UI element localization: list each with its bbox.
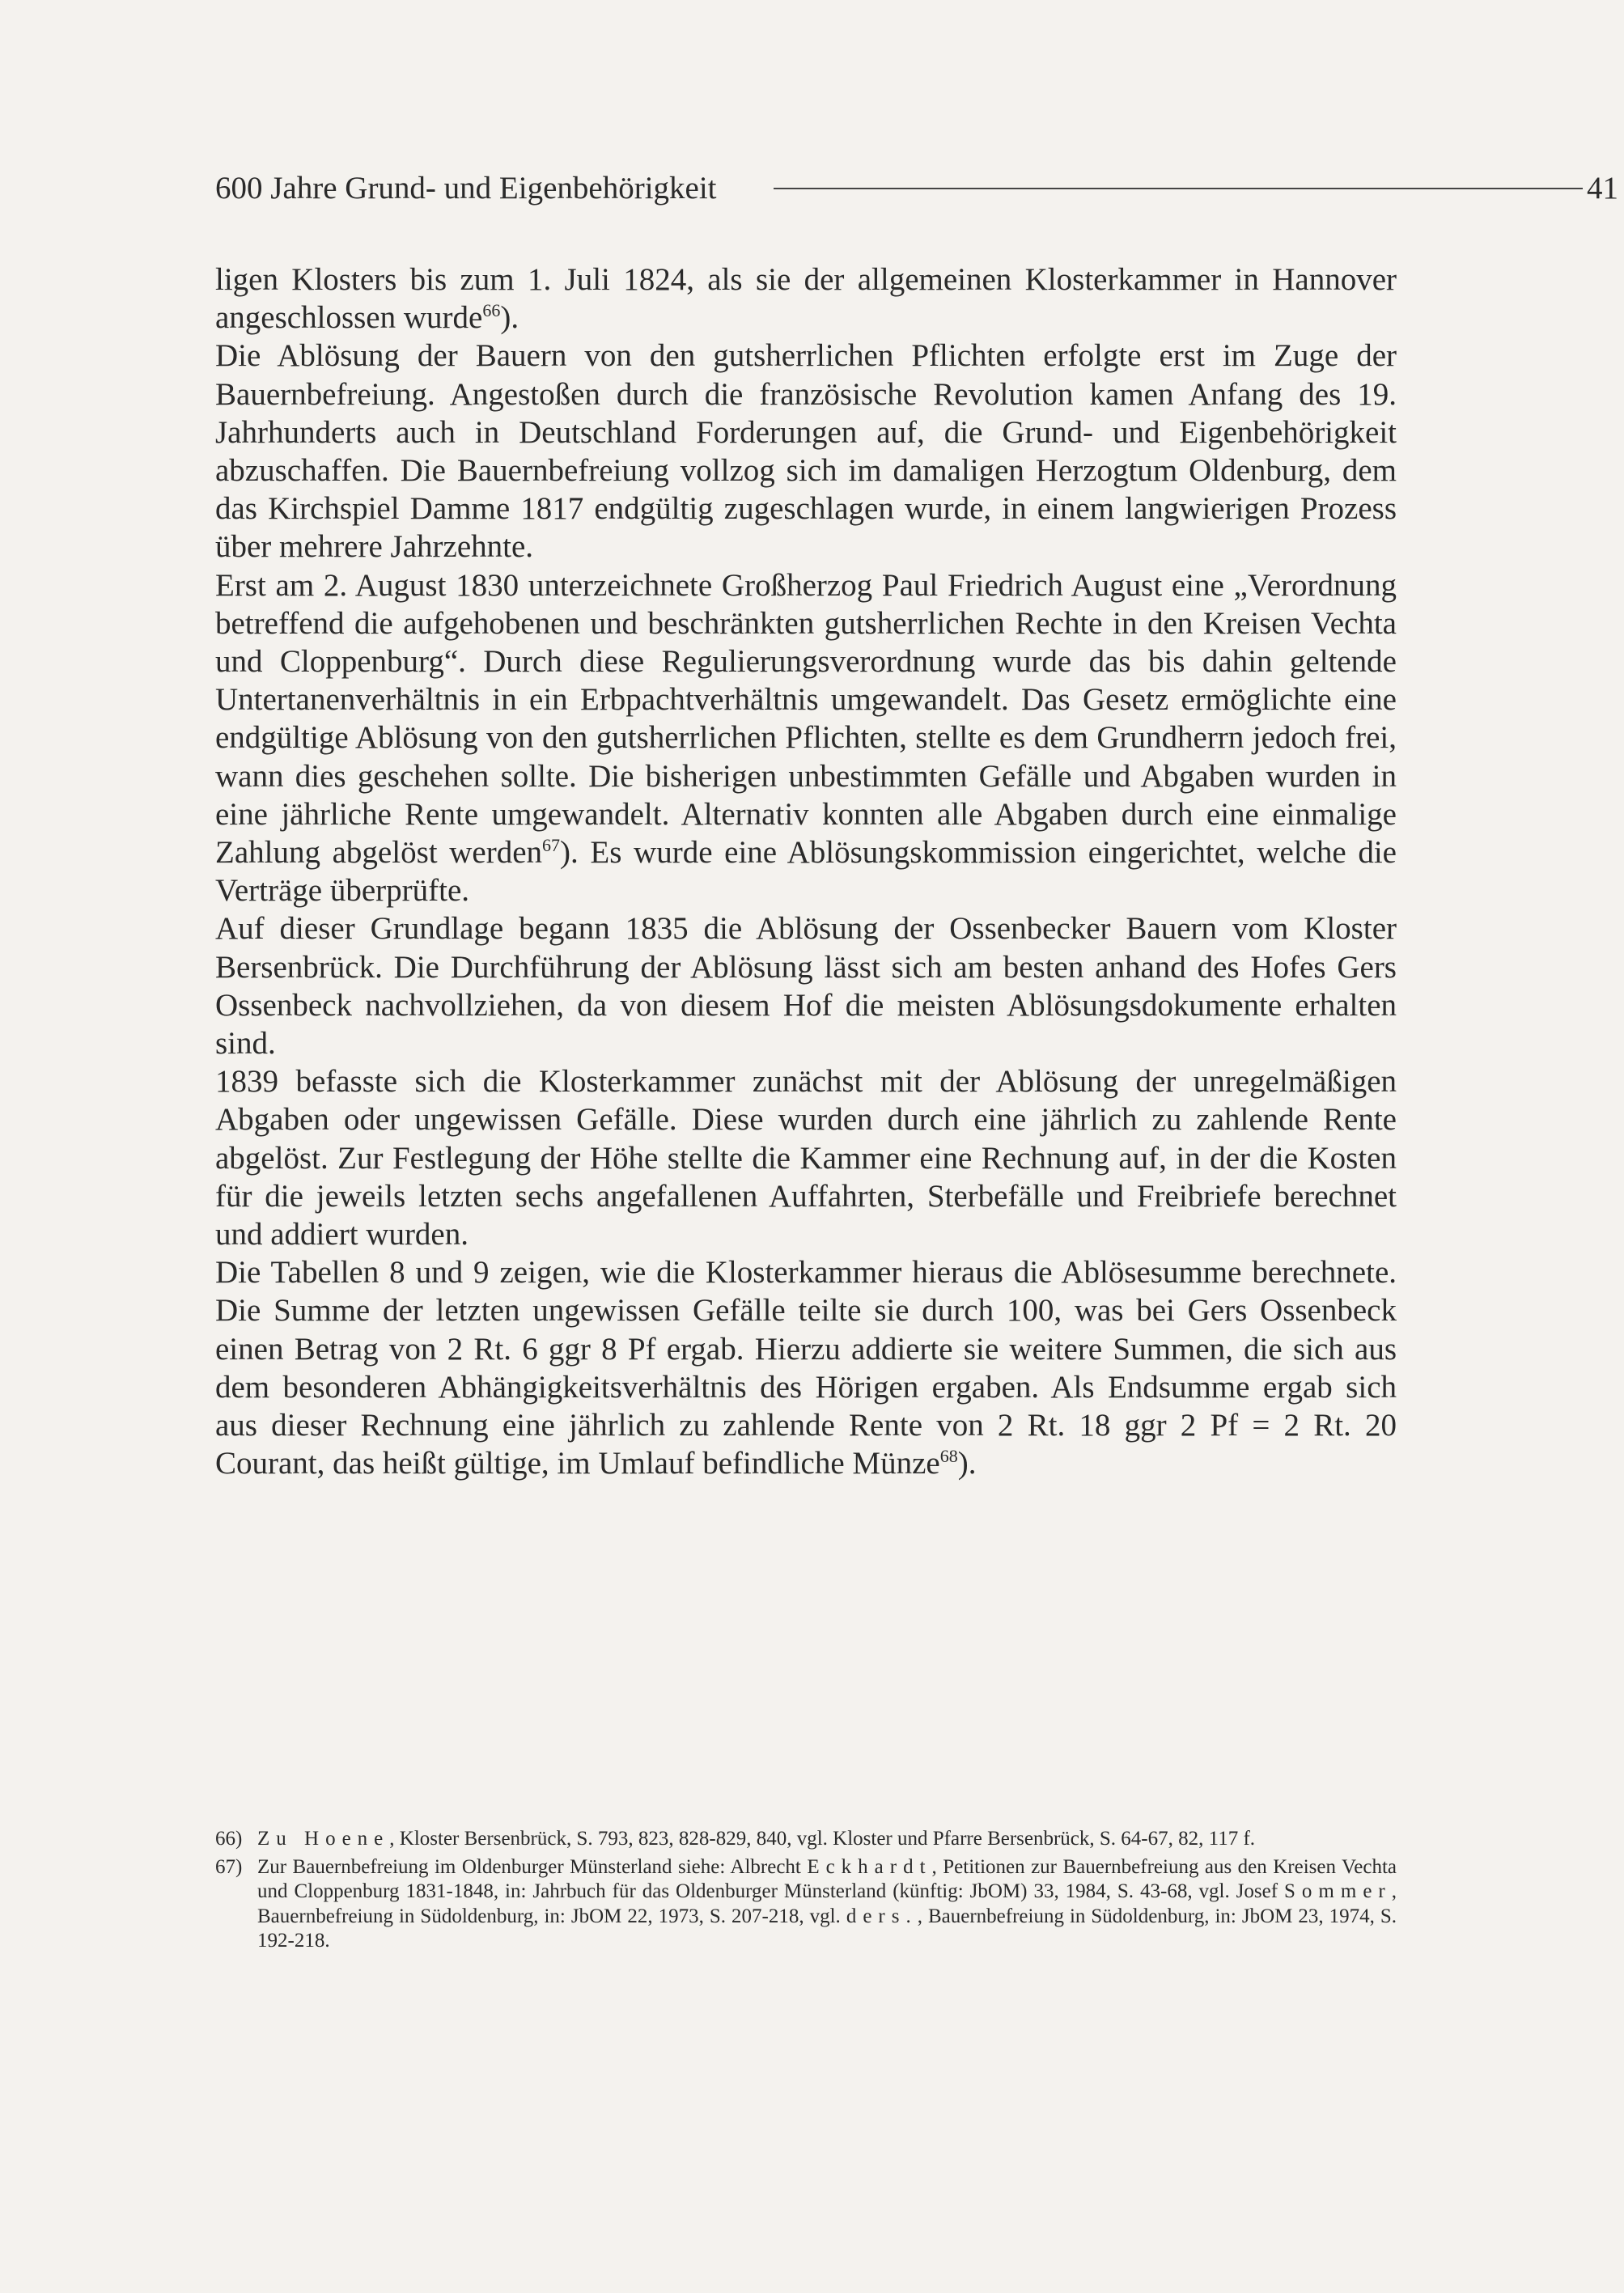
footnote-number: 66) [215, 1828, 243, 1850]
header-rule [774, 188, 1583, 189]
footnote-text [257, 1827, 1397, 1852]
footnote-author: Eckhardt [807, 1855, 932, 1878]
paragraph-3-text: Erst am 2. August 1830 unterzeichnete Großherzog Paul Friedrich August eine „Verordnung betreffend die aufgehobenen und beschränkten gutsherrlichen Rechte in den Kreisen Vechta und Cloppenburg“. Durch diese Regulierungsverordnung wurde das bis dahin geltende Untertanenverhältnis in ein Erbpachtverhältnis umgewandelt. Das Gesetz ermöglichte eine endgültige Ablösung von den gutsherrlichen Pflichten, stellte es dem Grundherrn jedoch frei, wann dies geschehen sollte. Die bisherigen unbestimmten Gefälle und Abgaben wurden in eine jährliche Rente umgewandelt. Alternativ konnten alle Abgaben durch eine einmalige Zahlung abgelöst werden [215, 567, 1397, 871]
page-number: 41 [1587, 171, 1618, 206]
footnote-66 [215, 1827, 1397, 1852]
paragraph-6-text: Die Tabellen 8 und 9 zeigen, wie die Klosterkammer hieraus die Ablösesumme berechnete. Die Summe der letzten ungewissen Gefälle teilte sie durch 100, was bei Gers Ossenbeck einen Betrag von 2 Rt. 6 ggr 8 Pf ergab. Hierzu addierte sie weitere Summen, die sich aus dem besonderen Abhängigkeitsverhältnis des Hörigen ergaben. Als Endsumme ergab sich aus dieser Rechnung eine jährlich zu zahlende Rente von 2 Rt. 18 ggr 2 Pf = 2 Rt. 20 Courant, das heißt gültige, im Umlauf befindliche Münze [215, 1255, 1397, 1481]
footnote-body: , Bauernbefreiung in Südoldenburg, in: JbOM 22, 1973, S. 207-218, vgl. [257, 1880, 1397, 1927]
footnote-body: Zur Bauernbefreiung im Oldenburger Münsterland siehe: Albrecht [257, 1855, 808, 1878]
footnote-body: , Bauernbefreiung in Südoldenburg, in: JbOM 23, 1974, S. 192-218. [257, 1905, 1397, 1952]
paragraph-3-end: ). Es wurde eine Ablösungskommission eingerichtet, welche die Verträge überprüfte. [215, 835, 1397, 909]
paragraph-1-end: ). [500, 300, 519, 336]
main-text [215, 261, 1397, 1483]
footnotes [215, 1827, 1397, 1957]
paragraph-1-text: ligen Klosters bis zum 1. Juli 1824, als sie der allgemeinen Klosterkammer in Hannover angeschlossen wurde [215, 262, 1397, 336]
paragraph-6 [215, 1253, 1397, 1482]
footnote-67 [215, 1855, 1397, 1954]
footnote-number: 67) [215, 1855, 243, 1878]
footnote-author: Sommer [1284, 1880, 1392, 1902]
footnote-ref-68[interactable]: 68 [939, 1446, 958, 1467]
running-header [215, 168, 1618, 209]
footnote-body: , Petitionen zur Bauernbefreiung aus den Kreisen Vechta und Cloppenburg 1831-1848, in: Jahrbuch für das Oldenburger Münsterland (künftig: JbOM) 33, 1984, S. 43-68, vgl. Josef [257, 1855, 1397, 1902]
footnote-ref-67[interactable]: 67 [542, 835, 561, 856]
paragraph-5: 1839 befasste sich die Klosterkammer zunächst mit der Ablösung der unregelmäßigen Abgaben oder ungewissen Gefälle. Diese wurden durch eine jährlich zu zahlende Rente abgelöst. Zur Festlegung der Höhe stellte die Kammer eine Rechnung auf, in der die Kosten für die jeweils letzten sechs angefallenen Auffahrten, Sterbefälle und Freibriefe berechnet und addiert wurden. [215, 1064, 1397, 1252]
running-title: 600 Jahre Grund- und Eigenbehörigkeit [215, 171, 717, 206]
paragraph-4: Auf dieser Grundlage begann 1835 die Ablösung der Ossenbecker Bauern vom Kloster Bersenbrück. Die Durchführung der Ablösung lässt sich am besten anhand des Hofes Gers Ossenbeck nachvollziehen, da von diesem Hof die meisten Ablösungsdokumente erhalten sind. [215, 911, 1397, 1062]
footnote-body: , Kloster Bersenbrück, S. 793, 823, 828-829, 840, vgl. Kloster und Pfarre Bersenbrück, S. 64-67, 82, 117 f. [389, 1828, 1256, 1850]
paragraph-3 [215, 566, 1397, 910]
paragraph-1 [215, 261, 1397, 337]
paragraph-2: Die Ablösung der Bauern von den gutsherrlichen Pflichten erfolgte erst im Zuge der Bauernbefreiung. Angestoßen durch die französische Revolution kamen Anfang des 19. Jahrhunderts auch in Deutschland Forderungen auf, die Grund- und Eigenbehörigkeit abzuschaffen. Die Bauernbefreiung vollzog sich im damaligen Herzogtum Oldenburg, dem das Kirchspiel Damme 1817 endgültig zugeschlagen wurde, in einem langwierigen Prozess über mehrere Jahrzehnte. [215, 338, 1397, 565]
footnote-author: Zu Hoene [257, 1828, 390, 1850]
footnote-ref-66[interactable]: 66 [482, 300, 501, 321]
footnote-text [257, 1855, 1397, 1954]
paragraph-6-end: ). [957, 1446, 977, 1481]
footnote-author: ders. [846, 1905, 918, 1927]
